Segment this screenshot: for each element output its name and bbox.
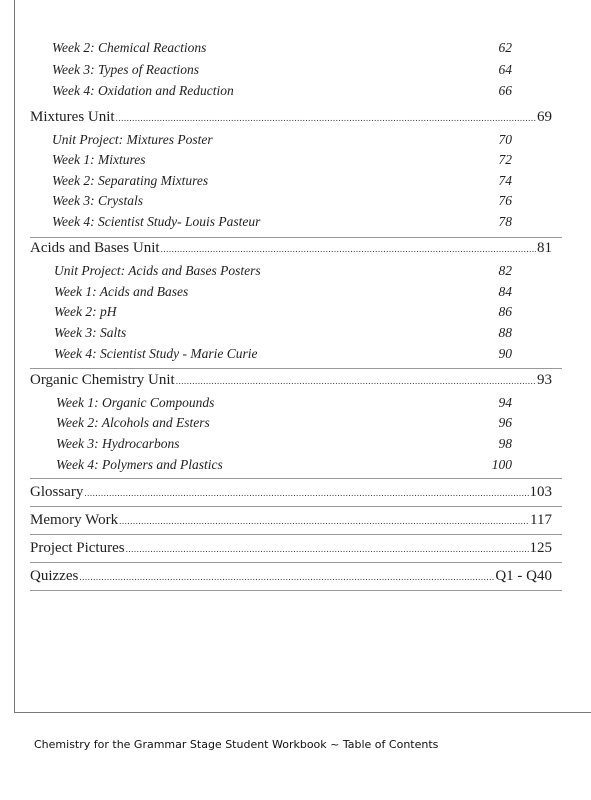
entry-page: 70 bbox=[498, 132, 512, 147]
entry-title: Week 4: Polymers and Plastics bbox=[56, 457, 223, 472]
entry-page: 66 bbox=[498, 83, 512, 98]
section-divider bbox=[30, 534, 562, 535]
toc-entry bbox=[52, 130, 512, 150]
page-border-bottom bbox=[14, 712, 591, 713]
entry-title: Week 4: Scientist Study - Marie Curie bbox=[54, 346, 258, 361]
page-footer: Chemistry for the Grammar Stage Student Workbook ~ Table of Contents bbox=[34, 738, 439, 751]
unit-page: 93 bbox=[537, 372, 552, 388]
toc-entry bbox=[52, 171, 512, 191]
entry-title: Week 4: Scientist Study- Louis Pasteur bbox=[52, 214, 261, 229]
entry-page: 72 bbox=[498, 152, 512, 167]
unit-page: 81 bbox=[537, 240, 552, 256]
entry-title: Week 2: Chemical Reactions bbox=[52, 40, 207, 55]
entry-page: 78 bbox=[498, 214, 512, 229]
unit-heading bbox=[30, 107, 552, 127]
entry-page: 62 bbox=[498, 40, 512, 55]
entry-title: Quizzes bbox=[30, 568, 79, 584]
entry-title: Week 1: Mixtures bbox=[52, 152, 146, 167]
entry-page: 74 bbox=[498, 173, 512, 188]
entry-page: 86 bbox=[498, 304, 512, 319]
entry-page: 76 bbox=[498, 193, 512, 208]
section-divider bbox=[30, 590, 562, 591]
toc-back-matter-entry bbox=[30, 510, 552, 530]
entry-title: Week 3: Types of Reactions bbox=[52, 62, 199, 77]
toc-entry bbox=[52, 38, 512, 58]
entry-page: 125 bbox=[529, 540, 552, 556]
dot-leader bbox=[126, 539, 529, 559]
toc-back-matter-entry bbox=[30, 538, 552, 558]
toc-entry bbox=[54, 323, 514, 343]
dot-leader bbox=[116, 108, 536, 128]
entry-title: Week 3: Hydrocarbons bbox=[56, 436, 180, 451]
entry-page: Q1 - Q40 bbox=[495, 568, 552, 584]
entry-page: 84 bbox=[498, 284, 512, 299]
entry-title: Week 1: Organic Compounds bbox=[56, 395, 215, 410]
toc-entry bbox=[56, 434, 516, 454]
entry-page: 96 bbox=[498, 415, 512, 430]
entry-page: 94 bbox=[498, 395, 512, 410]
entry-page: 117 bbox=[530, 512, 552, 528]
entry-title: Week 2: pH bbox=[54, 304, 117, 319]
toc-entry bbox=[54, 302, 514, 322]
toc-entry bbox=[54, 261, 514, 281]
entry-title: Week 3: Salts bbox=[54, 325, 127, 340]
entry-title: Unit Project: Mixtures Poster bbox=[52, 132, 213, 147]
entry-title: Glossary bbox=[30, 484, 84, 500]
unit-title: Acids and Bases Unit bbox=[30, 240, 160, 256]
entry-page: 64 bbox=[498, 62, 512, 77]
dot-leader bbox=[84, 483, 528, 503]
toc-entry bbox=[54, 282, 514, 302]
section-divider bbox=[30, 478, 562, 479]
toc-entry bbox=[56, 455, 516, 475]
entry-page: 82 bbox=[498, 263, 512, 278]
toc-back-matter-entry bbox=[30, 482, 552, 502]
page-border-left bbox=[14, 0, 15, 712]
dot-leader bbox=[176, 371, 536, 391]
toc-entry bbox=[52, 81, 512, 101]
unit-title: Mixtures Unit bbox=[30, 109, 115, 125]
entry-page: 88 bbox=[498, 325, 512, 340]
section-divider bbox=[30, 506, 562, 507]
entry-title: Week 2: Separating Mixtures bbox=[52, 173, 209, 188]
section-divider bbox=[30, 368, 562, 369]
entry-title: Project Pictures bbox=[30, 540, 125, 556]
toc-entry bbox=[52, 212, 512, 232]
toc-entry bbox=[54, 344, 514, 364]
unit-heading bbox=[30, 238, 552, 258]
dot-leader bbox=[161, 239, 536, 259]
unit-title: Organic Chemistry Unit bbox=[30, 372, 175, 388]
entry-page: 100 bbox=[491, 457, 512, 472]
dot-leader bbox=[79, 567, 494, 587]
unit-page: 69 bbox=[537, 109, 552, 125]
toc-entry bbox=[52, 191, 512, 211]
entry-page: 90 bbox=[498, 346, 512, 361]
toc-entry bbox=[52, 150, 512, 170]
entry-title: Unit Project: Acids and Bases Posters bbox=[54, 263, 261, 278]
dot-leader bbox=[119, 511, 529, 531]
entry-title: Week 3: Crystals bbox=[52, 193, 143, 208]
toc-entry bbox=[52, 60, 512, 80]
entry-title: Week 1: Acids and Bases bbox=[54, 284, 189, 299]
entry-page: 103 bbox=[529, 484, 552, 500]
toc-entry bbox=[56, 413, 516, 433]
entry-title: Week 4: Oxidation and Reduction bbox=[52, 83, 234, 98]
entry-title: Memory Work bbox=[30, 512, 119, 528]
section-divider bbox=[30, 562, 562, 563]
entry-page: 98 bbox=[498, 436, 512, 451]
toc-entry bbox=[56, 393, 516, 413]
entry-title: Week 2: Alcohols and Esters bbox=[56, 415, 210, 430]
unit-heading bbox=[30, 370, 552, 390]
toc-back-matter-entry bbox=[30, 566, 552, 586]
